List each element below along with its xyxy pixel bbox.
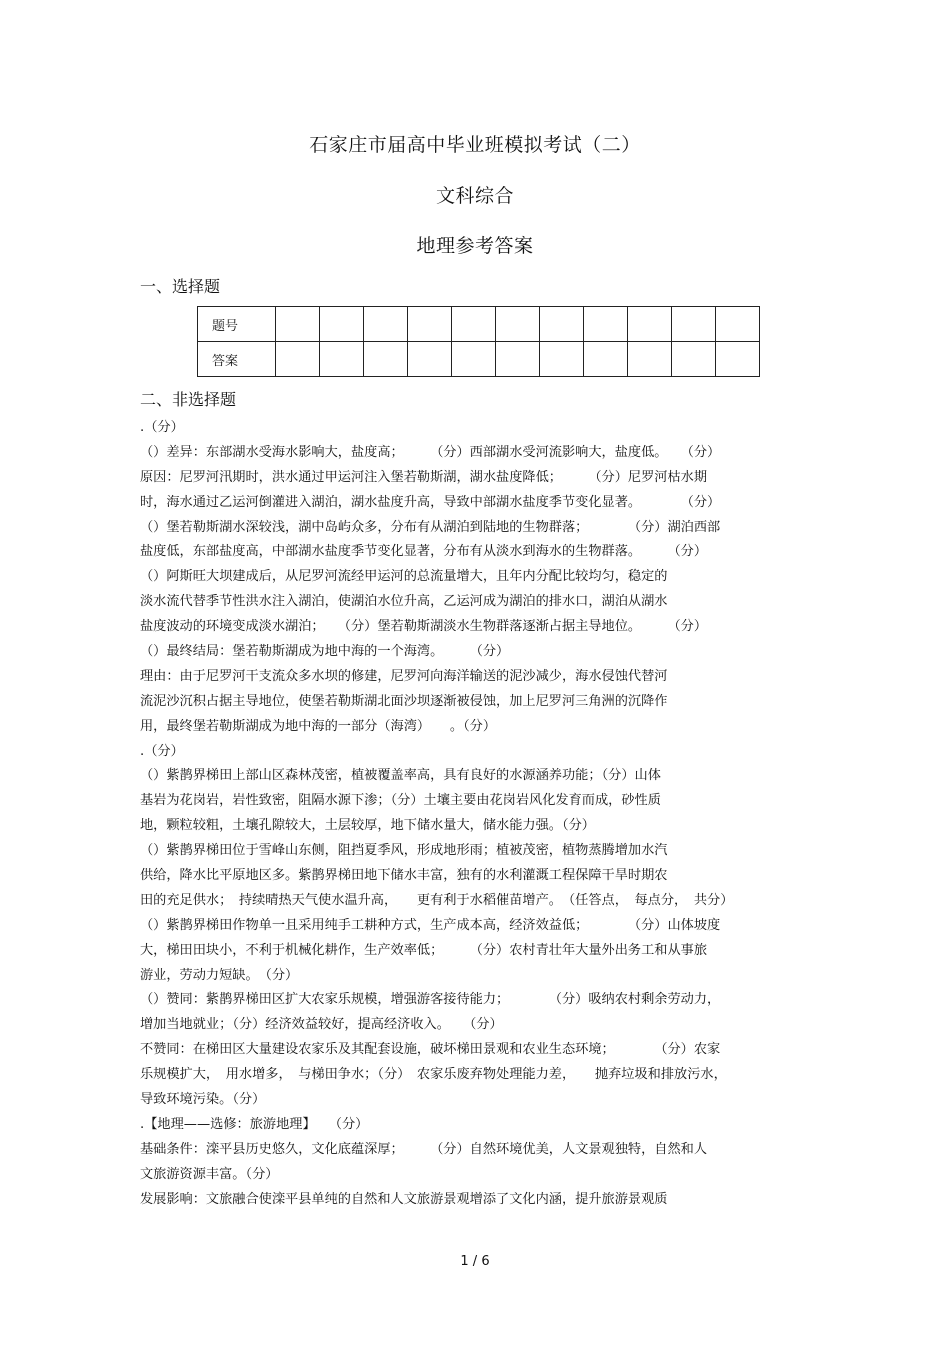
- text-line: 田的充足供水； 持续晴热天气使水温升高， 更有利于水稻催苗增产。 （任答点， 每点分， 共分）: [140, 892, 734, 908]
- document-subject: 地理参考答案: [416, 235, 534, 257]
- table-cell: [584, 342, 628, 377]
- table-cell: [540, 307, 584, 342]
- text-line: （）阿斯旺大坝建成后，从尼罗河流经甲运河的总流量增大，且年内分配比较均匀，稳定的: [140, 569, 668, 585]
- answer-body: [140, 416, 820, 1213]
- section-heading-choice: 一、选择题: [140, 277, 221, 296]
- text-line: 盐度波动的环境变成淡水湖泊； （分）堡若勒斯湖淡水生物群落逐渐占据主导地位。 （分）: [140, 619, 708, 635]
- table-cell: [716, 307, 760, 342]
- text-line: 不赞同：在梯田区大量建设农家乐及其配套设施，破坏梯田景观和农业生态环境； （分）农家: [140, 1042, 721, 1058]
- text-line: 时，海水通过乙运河倒灌进入湖泊，湖水盐度升高，导致中部湖水盐度季节变化显著。 （分）: [140, 494, 721, 510]
- text-line: （）差异：东部湖水受海水影响大，盐度高； （分）西部湖水受河流影响大，盐度低。 （分）: [140, 444, 721, 460]
- answer-table: [197, 306, 760, 377]
- text-line: 大，梯田田块小，不利于机械化耕作，生产效率低； （分）农村青壮年大量外出务工和从事旅: [140, 942, 708, 958]
- text-line: 流泥沙沉积占据主导地位，使堡若勒斯湖北面沙坝逐渐被侵蚀，加上尼罗河三角洲的沉降作: [140, 693, 668, 709]
- text-line: （）最终结局：堡若勒斯湖成为地中海的一个海湾。 （分）: [140, 644, 510, 660]
- text-line: 用，最终堡若勒斯湖成为地中海的一部分（海湾） 。（分）: [140, 718, 497, 734]
- table-row: [198, 307, 760, 342]
- text-line: （）紫鹊界梯田位于雪峰山东侧，阻挡夏季风，形成地形雨；植被茂密，植物蒸腾增加水汽: [140, 843, 668, 859]
- table-cell: [716, 342, 760, 377]
- text-line: 原因：尼罗河汛期时，洪水通过甲运河注入堡若勒斯湖，湖水盐度降低； （分）尼罗河枯水期: [140, 469, 708, 485]
- text-line: （）紫鹊界梯田上部山区森林茂密，植被覆盖率高，具有良好的水源涵养功能；（分）山体: [140, 768, 661, 784]
- text-line: 盐度低，东部盐度高，中部湖水盐度季节变化显著，分布有从淡水到海水的生物群落。 （分）: [140, 544, 708, 560]
- table-cell: [628, 342, 672, 377]
- text-line: 游业，劳动力短缺。 （分）: [140, 967, 299, 983]
- text-line: 导致环境污染。（分）: [140, 1092, 266, 1108]
- document-title: 石家庄市届高中毕业班模拟考试（二）: [309, 134, 641, 156]
- table-cell: [496, 342, 540, 377]
- table-cell: [584, 307, 628, 342]
- document-subtitle: 文科综合: [435, 185, 514, 207]
- page-number: 1 / 6: [460, 1254, 490, 1269]
- table-cell: [496, 307, 540, 342]
- text-line: 基础条件：滦平县历史悠久，文化底蕴深厚； （分）自然环境优美，人文景观独特，自然和人: [140, 1141, 708, 1157]
- table-cell: [320, 307, 364, 342]
- table-cell: [628, 307, 672, 342]
- text-line: 基岩为花岗岩，岩性致密，阻隔水源下渗；（分）土壤主要由花岗岩风化发育而成，砂性质: [140, 793, 661, 809]
- text-line: 地，颗粒较粗，土壤孔隙较大，土层较厚，地下储水量大，储水能力强。（分）: [140, 818, 595, 834]
- table-cell: [408, 307, 452, 342]
- text-line: .【地理——选修：旅游地理】 （分）: [140, 1116, 369, 1132]
- table-cell: [408, 342, 452, 377]
- text-line: .（分）: [140, 420, 184, 435]
- row-label-question-number: 题号: [198, 307, 276, 342]
- text-line: （）紫鹊界梯田作物单一且采用纯手工耕种方式，生产成本高，经济效益低； （分）山体坡度: [140, 917, 721, 933]
- text-line: 增加当地就业；（分）经济效益较好，提高经济收入。 （分）: [140, 1017, 503, 1033]
- text-line: 理由：由于尼罗河干支流众多水坝的修建，尼罗河向海洋输送的泥沙减少，海水侵蚀代替河: [140, 668, 668, 684]
- table-cell: [276, 307, 320, 342]
- section-heading-nonchoice: 二、非选择题: [140, 390, 237, 409]
- table-cell: [364, 307, 408, 342]
- table-cell: [672, 342, 716, 377]
- text-line: （）堡若勒斯湖水深较浅，湖中岛屿众多，分布有从湖泊到陆地的生物群落； （分）湖泊西部: [140, 519, 721, 535]
- table-row: [198, 342, 760, 377]
- text-line: .（分）: [140, 743, 184, 759]
- table-cell: [540, 342, 584, 377]
- text-line: 发展影响：文旅融合使滦平县单纯的自然和人文旅游景观增添了文化内涵，提升旅游景观质: [140, 1191, 668, 1207]
- table-cell: [452, 307, 496, 342]
- text-line: 文旅游资源丰富。（分）: [140, 1166, 279, 1182]
- text-line: 供给，降水比平原地区多。紫鹊界梯田地下储水丰富，独有的水利灌溉工程保障干旱时期农: [140, 868, 668, 884]
- table-cell: [276, 342, 320, 377]
- table-cell: [320, 342, 364, 377]
- text-line: 乐规模扩大， 用水增多， 与梯田争水；（分） 农家乐废弃物处理能力差， 抛弃垃圾和排放污水，: [140, 1067, 727, 1083]
- text-line: 淡水流代替季节性洪水注入湖泊，使湖泊水位升高，乙运河成为湖泊的排水口，湖泊从湖水: [140, 594, 668, 610]
- row-label-answer: 答案: [198, 342, 276, 377]
- table-cell: [364, 342, 408, 377]
- table-cell: [452, 342, 496, 377]
- text-line: （）赞同：紫鹊界梯田区扩大农家乐规模，增强游客接待能力； （分）吸纳农村剩余劳动力，: [140, 992, 721, 1008]
- table-cell: [672, 307, 716, 342]
